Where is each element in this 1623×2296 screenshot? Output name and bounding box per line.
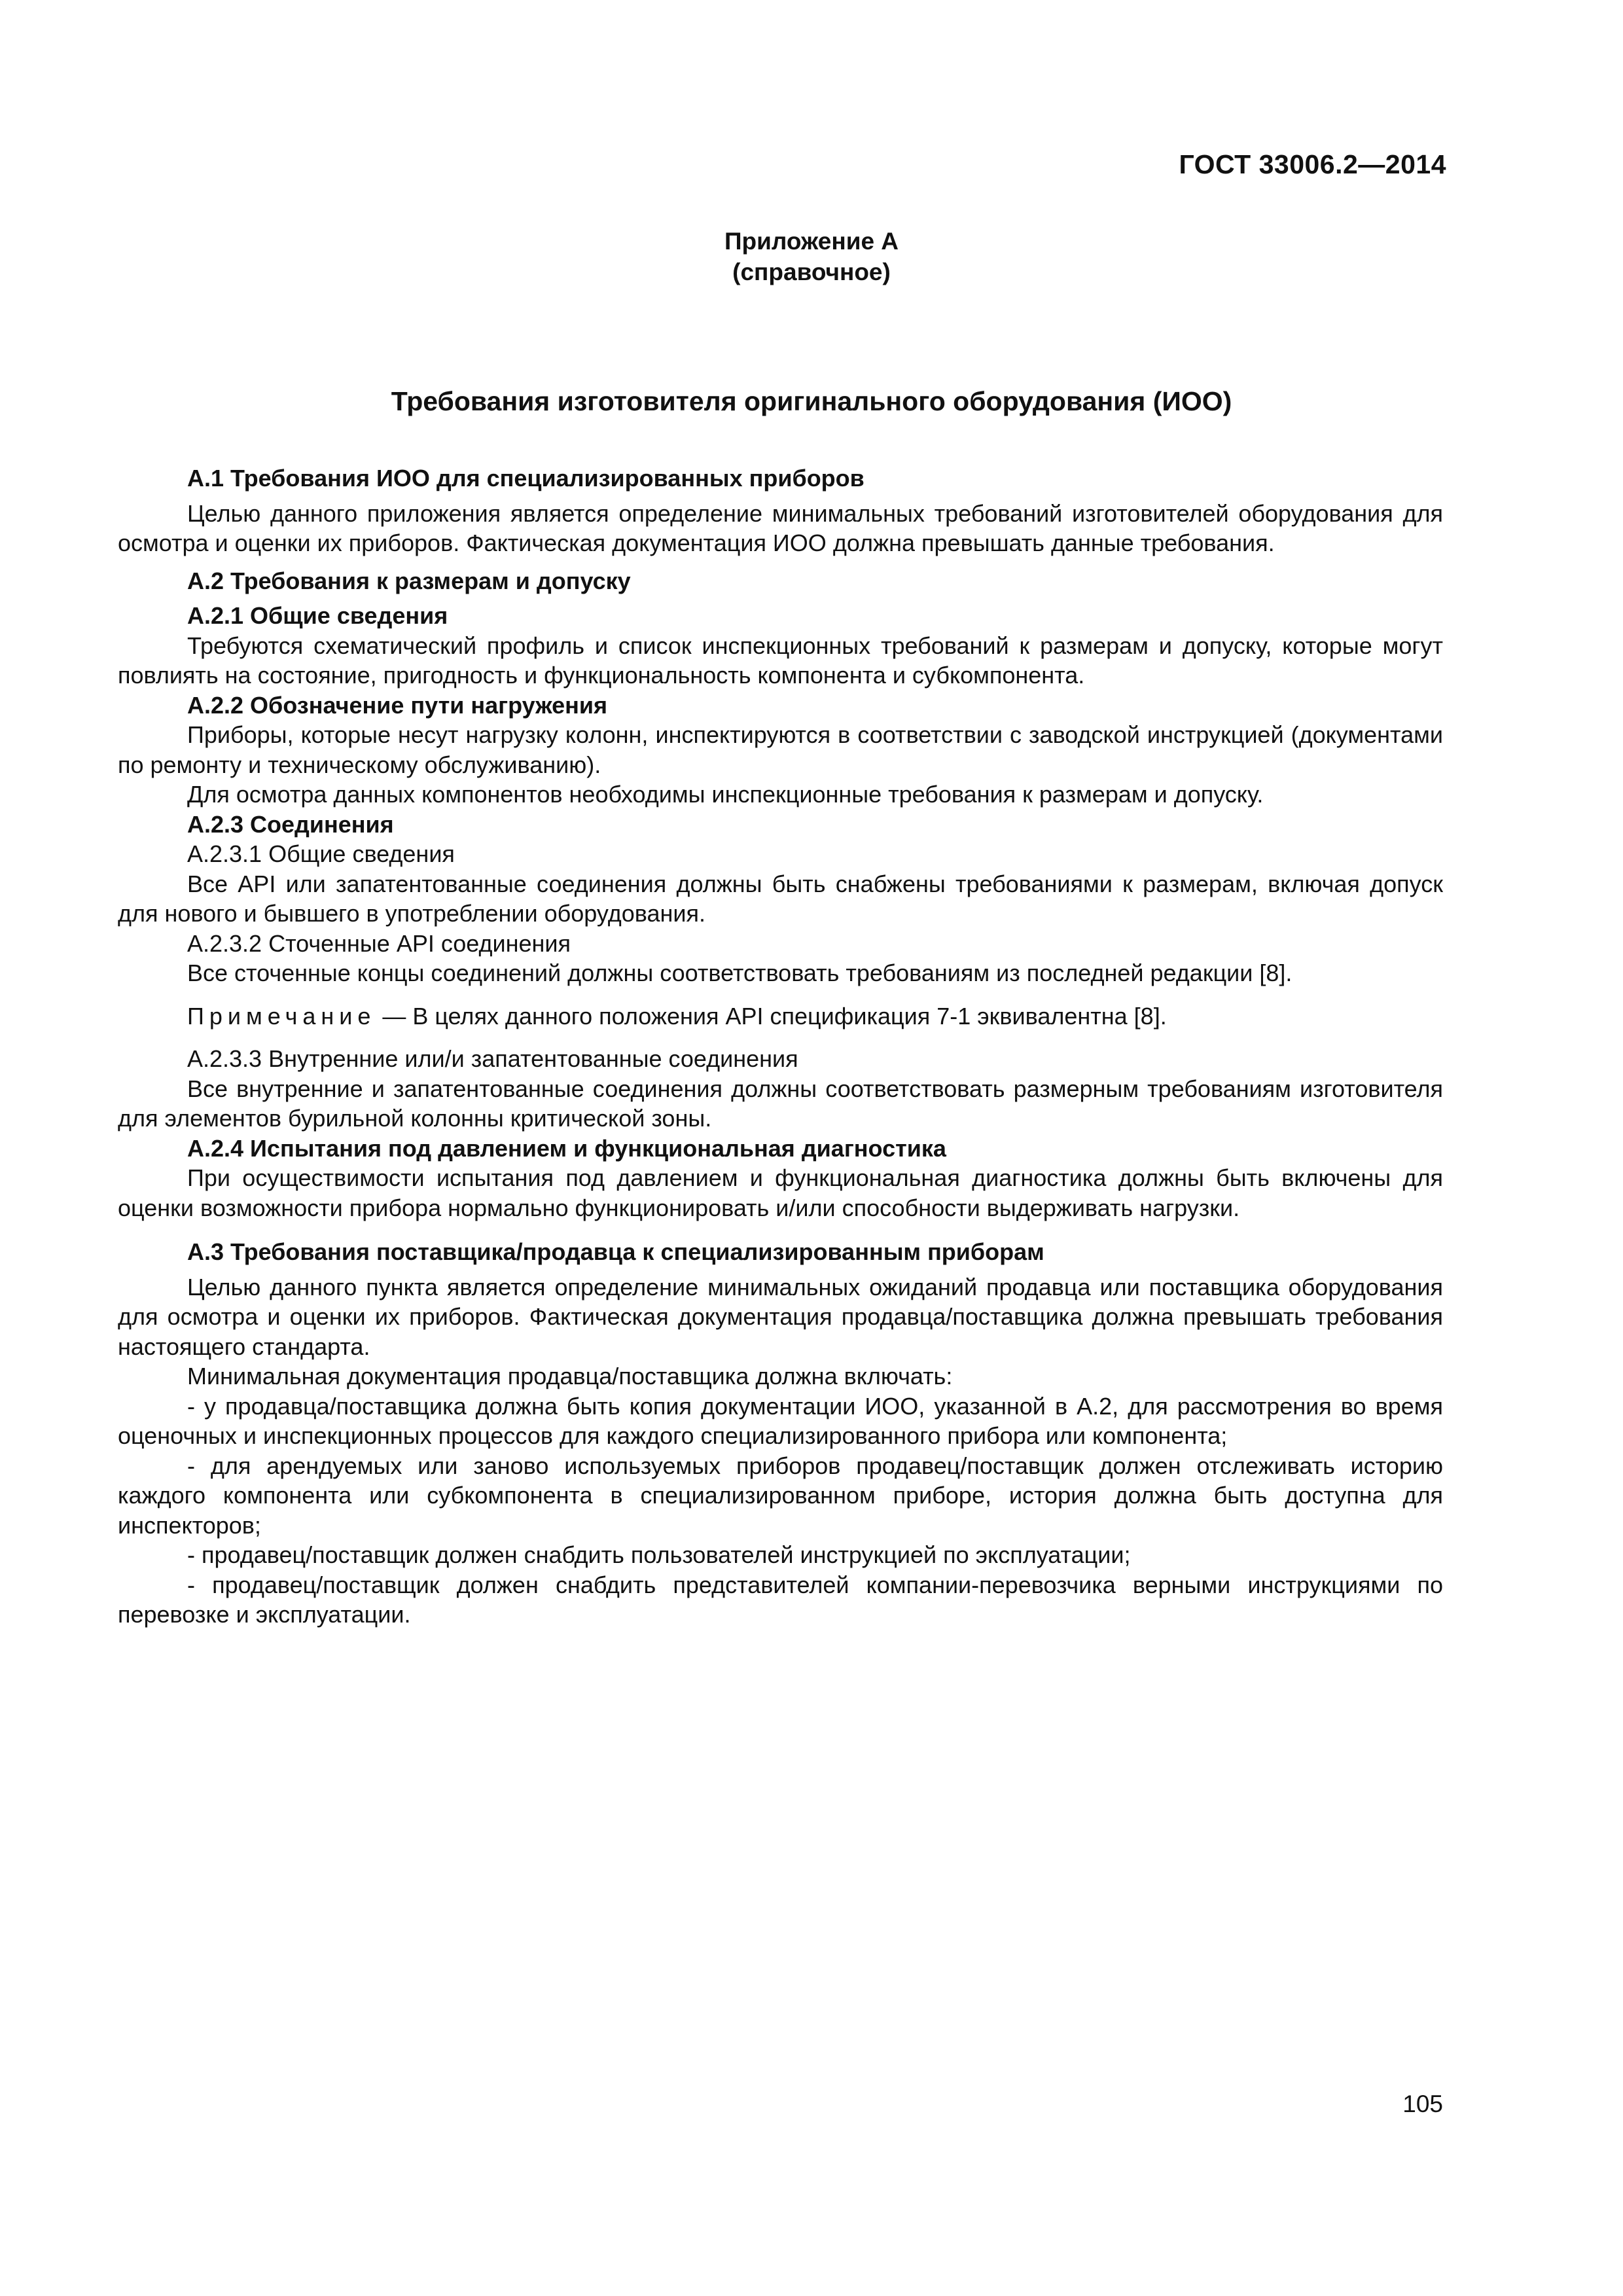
section-a1-heading: А.1 Требования ИОО для специализированных приборов — [187, 465, 865, 492]
section-a24-heading: А.2.4 Испытания под давлением и функциональная диагностика — [187, 1134, 946, 1162]
section-a21-heading: А.2.1 Общие сведения — [187, 602, 448, 629]
annex-title: Требования изготовителя оригинального оборудования (ИОО) — [391, 386, 1232, 416]
list-item: - продавец/поставщик должен снабдить представителей компании-перевозчика верными инструкциями по перевозке и эксплуатации. — [118, 1571, 1443, 1628]
list-item: - продавец/поставщик должен снабдить пользователей инструкцией по эксплуатации; — [187, 1541, 1131, 1568]
document-body — [118, 463, 1443, 1630]
section-a24-text: При осуществимости испытания под давлением и функциональная диагностика должны быть включены для оценки возможности прибора нормально функционировать и/или способности выдерживать нагрузки. — [118, 1164, 1443, 1221]
section-a3-text-2: Минимальная документация продавца/поставщика должна включать: — [187, 1363, 953, 1390]
note-paragraph — [118, 1001, 1443, 1031]
annex-heading — [0, 226, 1623, 287]
section-a21-text: Требуются схематический профиль и список инспекционных требований к размерам и допуску, которые могут повлиять на состояние, пригодность и функциональность компонента и субкомпонента. — [118, 632, 1443, 689]
section-a23-heading: А.2.3 Соединения — [187, 810, 394, 838]
section-a1-text: Целью данного приложения является определение минимальных требований изготовителей оборудования для осмотра и оценки их приборов. Фактическая документация ИОО должна превышать данные требования. — [118, 499, 1443, 556]
section-a231-heading: А.2.3.1 Общие сведения — [187, 840, 455, 867]
section-a231-text: Все API или запатентованные соединения должны быть снабжены требованиями к размерам, включая допуск для нового и бывшего в употреблении оборудования. — [118, 870, 1443, 927]
section-a232-text: Все сточенные концы соединений должны соответствовать требованиям из последней редакции [8]. — [187, 960, 1293, 986]
note-text: — В целях данного положения API спецификация 7-1 эквивалентна [8]. — [376, 1002, 1167, 1030]
section-a22-text-2: Для осмотра данных компонентов необходимы инспекционные требования к размерам и допуску. — [187, 781, 1264, 808]
standard-designation: ГОСТ 33006.2—2014 — [1179, 149, 1446, 179]
section-a233-text: Все внутренние и запатентованные соединения должны соответствовать размерным требованиям изготовителя для элементов бурильной колонны критической зоны. — [118, 1075, 1443, 1132]
section-a233-heading: А.2.3.3 Внутренние или/и запатентованные соединения — [187, 1045, 798, 1072]
section-a3-text-1: Целью данного пункта является определение минимальных ожиданий продавца или поставщика оборудования для осмотра и оценки их приборов. Фактическая документация продавца/поставщика должна превышать требования настоящего стандарта. — [118, 1273, 1443, 1360]
page-number: 105 — [1402, 2090, 1443, 2117]
annex-type: (справочное) — [732, 259, 891, 285]
list-item: - у продавца/поставщика должна быть копия документации ИОО, указанной в А.2, для рассмотрения во время оценочных и инспекционных процессов для каждого специализированного прибора или компонента; — [118, 1392, 1443, 1449]
note-label: Примечание — [187, 1002, 376, 1030]
section-a2-heading: А.2 Требования к размерам и допуску — [187, 567, 631, 594]
section-a3-heading: А.3 Требования поставщика/продавца к специализированным приборам — [187, 1238, 1044, 1265]
section-a22-heading: А.2.2 Обозначение пути нагружения — [187, 691, 608, 719]
annex-label: Приложение А — [724, 228, 899, 255]
list-item: - для арендуемых или заново используемых приборов продавец/поставщик должен отслеживать историю каждого компонента или субкомпонента в специализированном приборе, история должна быть доступна для инспекторов; — [118, 1452, 1443, 1539]
section-a232-heading: А.2.3.2 Сточенные API соединения — [187, 929, 571, 957]
section-a22-text-1: Приборы, которые несут нагрузку колонн, инспектируются в соответствии с заводской инструкцией (документами по ремонту и техническому обслуживанию). — [118, 721, 1443, 778]
